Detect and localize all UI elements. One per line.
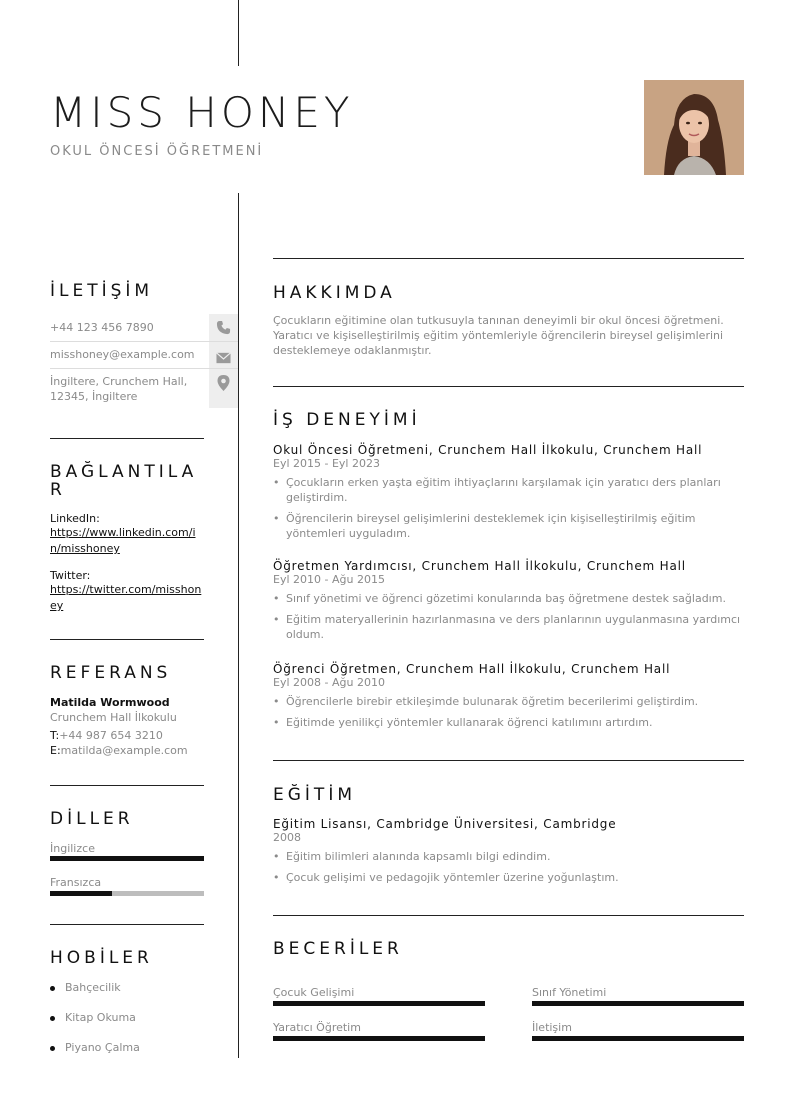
job-entry: [273, 443, 744, 541]
twitter-label: Twitter:: [50, 569, 91, 582]
job-bullet: • Sınıf yönetimi ve öğrenci gözetimi konularında baş öğretmene destek sağladım.: [273, 591, 744, 606]
hobby-label: Kitap Okuma: [65, 1011, 136, 1024]
left-divider-4: [50, 924, 204, 925]
skill-level-bar: [273, 1036, 485, 1041]
job-entry: [273, 662, 744, 730]
contact-address: [50, 374, 200, 404]
language-level-bar: [50, 891, 204, 896]
job-bullets: [273, 591, 744, 642]
job-bullet: • Çocukların erken yaşta eğitim ihtiyaçlarını karşılamak için yaratıcı ders planları geliştirdim.: [273, 475, 744, 505]
left-divider-2: [50, 639, 204, 640]
left-divider-3: [50, 785, 204, 786]
language-label: Fransızca: [50, 876, 102, 889]
main-vertical-divider: [238, 193, 239, 1058]
job-title: Öğretmen Yardımcısı, Crunchem Hall İlkokulu, Crunchem Hall: [273, 559, 686, 573]
language-level-bar: [50, 856, 204, 861]
hobby-label: Bahçecilik: [65, 981, 121, 994]
reference-email[interactable]: matilda@example.com: [60, 744, 188, 757]
contact-section-title: İLETİŞİM: [50, 281, 154, 301]
hobby-label: Piyano Çalma: [65, 1041, 140, 1054]
job-entry: [273, 559, 744, 642]
skill-label: Yaratıcı Öğretim: [273, 1021, 361, 1034]
person-name: MISS HONEY: [50, 88, 354, 137]
bullet-dot-icon: [50, 1046, 55, 1051]
education-year: 2008: [273, 831, 301, 844]
job-bullets: [273, 475, 744, 541]
reference-name: Matilda Wormwood: [50, 696, 170, 709]
bullet-dot-icon: [50, 986, 55, 991]
job-bullets: [273, 694, 744, 730]
contact-phone-row: [50, 314, 238, 342]
contact-email-row: [50, 341, 238, 369]
reference-block: [50, 696, 220, 758]
links-section-title: [50, 463, 197, 499]
job-dates: Eyl 2010 - Ağu 2015: [273, 573, 385, 586]
twitter-link[interactable]: https://twitter.com/misshoney: [50, 583, 202, 612]
envelope-icon: [216, 349, 231, 368]
job-bullet: • Öğrencilerle birebir etkileşimde bulunarak öğretim becerilerimi geliştirdim.: [273, 694, 744, 709]
links-title-line-1: BAĞLANTILA: [50, 462, 198, 482]
job-bullet: • Öğrencilerin bireysel gelişimlerini desteklemek için kişiselleştirilmiş eğitim yöntemleri uyguladım.: [273, 511, 744, 541]
contact-email[interactable]: misshoney@example.com: [50, 348, 195, 361]
right-divider-1: [273, 258, 744, 259]
language-label: İngilizce: [50, 842, 95, 855]
references-section-title: REFERANS: [50, 663, 172, 683]
reference-company: Crunchem Hall İlkokulu: [50, 711, 177, 724]
hobbies-section-title: HOBİLER: [50, 948, 153, 968]
reference-email-label: E:: [50, 744, 61, 757]
languages-section-title: DİLLER: [50, 809, 134, 829]
linkedin-link[interactable]: https://www.linkedin.com/in/misshoney: [50, 526, 196, 555]
experience-section-title: İŞ DENEYİMİ: [273, 410, 421, 430]
skill-label: Sınıf Yönetimi: [532, 986, 607, 999]
education-bullets: [273, 849, 744, 885]
contact-phone[interactable]: +44 123 456 7890: [50, 321, 154, 334]
job-title: Öğrenci Öğretmen, Crunchem Hall İlkokulu, Crunchem Hall: [273, 662, 671, 676]
twitter-block: [50, 569, 204, 614]
address-line-1: İngiltere, Crunchem Hall,: [50, 375, 188, 388]
hobby-item: [50, 981, 121, 994]
job-bullet: • Eğitimde yenilikçi yöntemler kullanarak öğrenci katılımını artırdım.: [273, 715, 744, 730]
reference-phone-label: T:: [50, 729, 60, 742]
about-section-title: HAKKIMDA: [273, 283, 396, 303]
job-bullet: • Eğitim materyallerinin hazırlanmasına ve ders planlarının uygulanmasına yardımcı oldum.: [273, 612, 744, 642]
education-degree: Eğitim Lisansı, Cambridge Üniversitesi, Cambridge: [273, 817, 617, 831]
portrait-image: [644, 80, 744, 175]
skill-level-bar: [532, 1001, 744, 1006]
reference-email-line: [50, 743, 220, 758]
education-entry: [273, 817, 744, 885]
job-subtitle: OKUL ÖNCESİ ÖĞRETMENİ: [50, 144, 264, 159]
bullet-dot-icon: [50, 1016, 55, 1021]
linkedin-block: [50, 512, 204, 557]
address-line-2: 12345, İngiltere: [50, 390, 138, 403]
job-title: Okul Öncesi Öğretmeni, Crunchem Hall İlkokulu, Crunchem Hall: [273, 443, 703, 457]
top-vertical-divider: [238, 0, 239, 66]
hobby-item: [50, 1011, 136, 1024]
skill-label: Çocuk Gelişimi: [273, 986, 355, 999]
skill-level-bar: [273, 1001, 485, 1006]
education-section-title: EĞİTİM: [273, 785, 356, 805]
job-dates: Eyl 2015 - Eyl 2023: [273, 457, 380, 470]
left-divider-1: [50, 438, 204, 439]
hobby-item: [50, 1041, 140, 1054]
right-divider-4: [273, 915, 744, 916]
links-title-line-2: R: [50, 480, 66, 500]
linkedin-label: LinkedIn:: [50, 512, 100, 525]
reference-phone[interactable]: +44 987 654 3210: [59, 729, 163, 742]
reference-phone-line: [50, 728, 220, 743]
location-pin-icon: [217, 375, 230, 395]
education-bullet: • Eğitim bilimleri alanında kapsamlı bilgi edindim.: [273, 849, 744, 864]
about-text: Çocukların eğitimine olan tutkusuyla tanınan deneyimli bir okul öncesi öğretmeni. Yaratıcı ve kişiselleştirilmiş eğitim yöntemleriyle öğrencilerin bireysel gelişimlerini desteklemeye odaklanmıştır.: [273, 314, 724, 357]
education-bullet: • Çocuk gelişimi ve pedagojik yöntemler üzerine yoğunlaştım.: [273, 870, 744, 885]
right-divider-3: [273, 760, 744, 761]
phone-icon: [216, 320, 231, 339]
skill-level-bar: [532, 1036, 744, 1041]
skill-label: İletişim: [532, 1021, 572, 1034]
right-divider-2: [273, 386, 744, 387]
profile-photo: [644, 80, 744, 175]
skills-section-title: BECERİLER: [273, 939, 403, 959]
language-level-fill: [50, 891, 112, 896]
language-level-fill: [50, 856, 204, 861]
job-dates: Eyl 2008 - Ağu 2010: [273, 676, 385, 689]
